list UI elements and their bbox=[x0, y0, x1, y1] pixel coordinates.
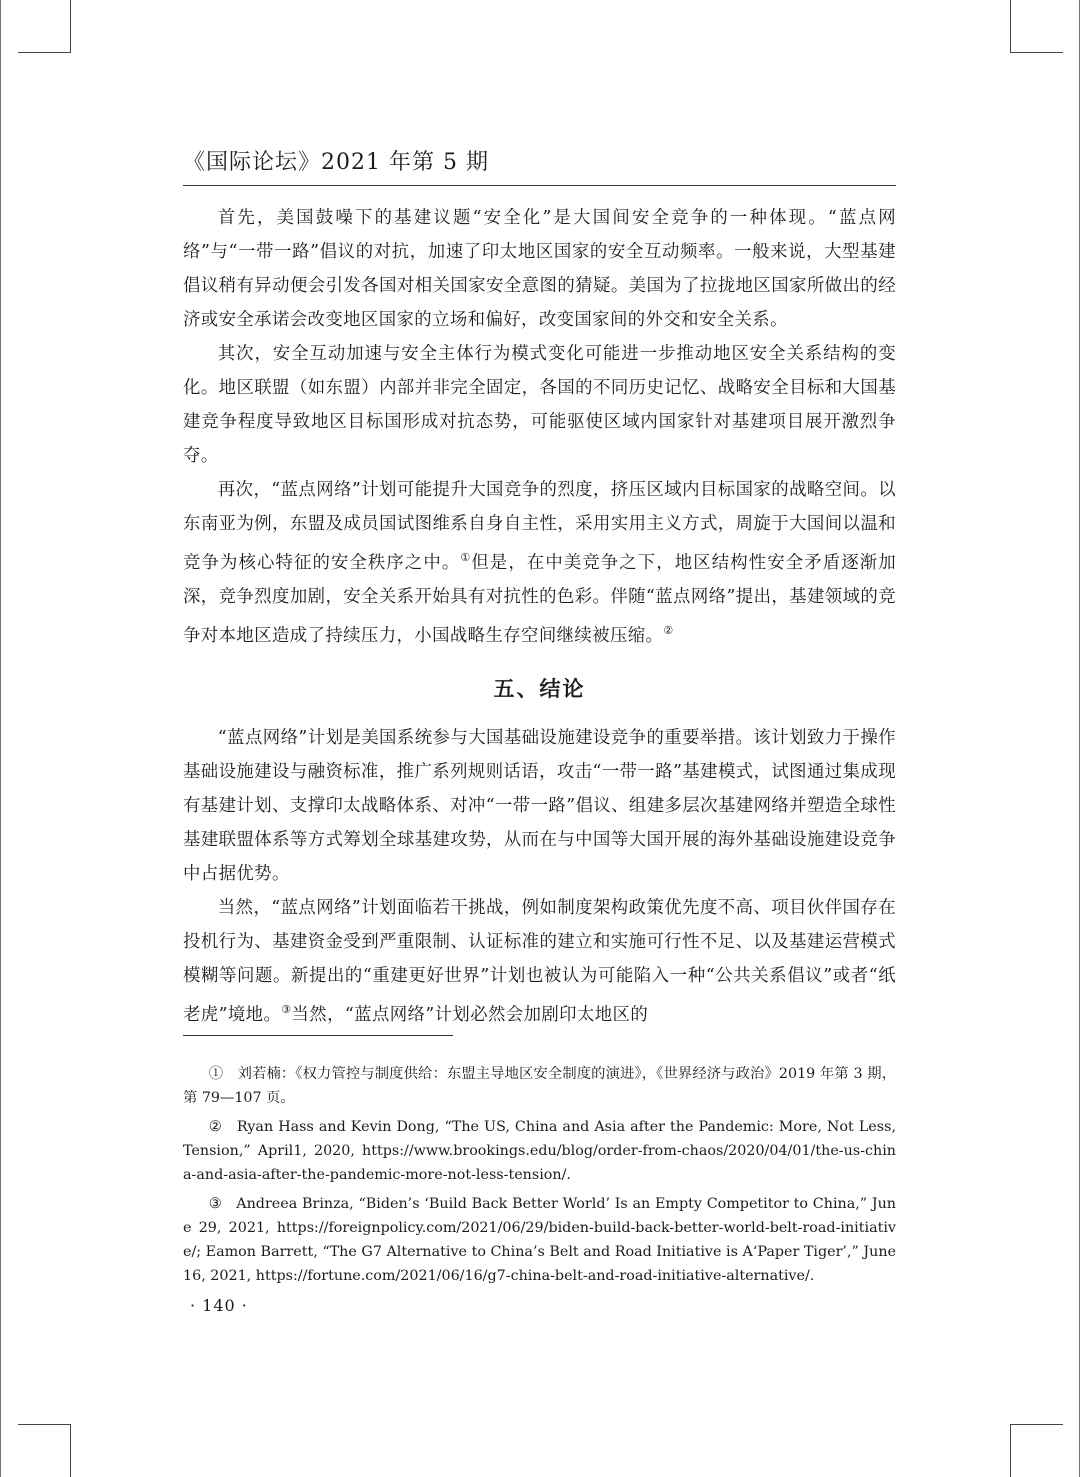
paragraph-text: 再次，“蓝点网络”计划可能提升大国竞争的烈度，挤压区域内目标国家的战略空间。以东南亚为例，东盟及成员国试图维系自身自主性，采用实用主义方式，周旋于大国间以温和竞争为核心特征的安全秩序之中。 bbox=[183, 480, 896, 573]
crop-mark bbox=[18, 52, 71, 53]
body-text-top bbox=[183, 201, 896, 653]
footnotes bbox=[183, 1062, 896, 1293]
section-heading: 五、结论 bbox=[493, 676, 586, 701]
footnote-marker[interactable]: ② bbox=[663, 624, 674, 637]
page-number: · 140 · bbox=[190, 1296, 248, 1315]
paragraph-text: 但是，在中美竞争之下，地区结构性安全矛盾逐渐加深，竞争烈度加剧，安全关系开始具有对抗性的色彩。伴随“蓝点网络”提出，基建领域的竞争对本地区造成了持续压力，小国战略生存空间继续被压缩。 bbox=[183, 553, 896, 646]
footnote-rule bbox=[183, 1035, 453, 1036]
footnote: ② Ryan Hass and Kevin Dong, “The US, China and Asia after the Pandemic: More, Not Less, Tension,” April1, 2020, https://www.brookings.edu/blog/order-from-chaos/2020/04/01/the-us-china-and-asia-after-the-pandemic-more-not-less-tension/. bbox=[183, 1119, 896, 1183]
running-header: 《国际论坛》2021 年第 5 期 bbox=[183, 150, 489, 175]
crop-mark bbox=[18, 1424, 71, 1425]
paragraph: 首先，美国鼓噪下的基建议题“安全化”是大国间安全竞争的一种体现。“蓝点网络”与“一带一路”倡议的对抗，加速了印太地区国家的安全互动频率。一般来说，大型基建倡议稍有异动便会引发各国对相关国家安全意图的猜疑。美国为了拉拢地区国家所做出的经济或安全承诺会改变地区国家的立场和偏好，改变国家间的外交和安全关系。 bbox=[183, 208, 896, 330]
footnote-marker[interactable]: ③ bbox=[281, 1003, 292, 1016]
paragraph-text: 当然，“蓝点网络”计划面临若干挑战，例如制度架构政策优先度不高、项目伙伴国存在投机行为、基建资金受到严重限制、认证标准的建立和实施可行性不足、以及基建运营模式模糊等问题。新提出的“重建更好世界”计划也被认为可能陷入一种“公共关系倡议”或者“纸老虎”境地。 bbox=[183, 898, 896, 1025]
footnote-marker[interactable]: ① bbox=[460, 551, 472, 564]
paragraph: 其次，安全互动加速与安全主体行为模式变化可能进一步推动地区安全关系结构的变化。地区联盟（如东盟）内部并非完全固定，各国的不同历史记忆、战略安全目标和大国基建竞争程度导致地区目标国形成对抗态势，可能驱使区域内国家针对基建项目展开激烈争夺。 bbox=[183, 344, 896, 466]
paragraph-text: 当然，“蓝点网络”计划必然会加剧印太地区的 bbox=[291, 1005, 649, 1025]
paragraph: “蓝点网络”计划是美国系统参与大国基础设施建设竞争的重要举措。该计划致力于操作基础设施建设与融资标准，推广系列规则话语，攻击“一带一路”基建模式，试图通过集成现有基建计划、支撑印太战略体系、对冲“一带一路”倡议、组建多层次基建网络并塑造全球性基建联盟体系等方式筹划全球基建攻势，从而在与中国等大国开展的海外基础设施建设竞争中占据优势。 bbox=[183, 728, 896, 884]
crop-mark bbox=[1010, 1424, 1063, 1425]
paragraph bbox=[183, 473, 896, 653]
crop-mark bbox=[70, 1424, 71, 1477]
body-text-conclusion bbox=[183, 721, 896, 1032]
crop-mark bbox=[1010, 52, 1063, 53]
crop-mark bbox=[1010, 1424, 1011, 1477]
crop-mark bbox=[70, 0, 71, 52]
header-rule bbox=[183, 185, 896, 186]
page-edge-left bbox=[0, 0, 1, 1477]
footnote: ③ Andreea Brinza, “Biden’s ‘Build Back Better World’ Is an Empty Competitor to China,” June 29, 2021, https://foreignpolicy.com/2021/06/29/biden-build-back-better-world-belt-road-initiative/; Eamon Barrett, “The G7 Alternative to China’s Belt and Road Initiative is A‘Paper Tiger’,” June 16, 2021, https://fortune.com/2021/06/16/g7-china-belt-and-road-initiative-alternative/. bbox=[183, 1196, 896, 1284]
paragraph bbox=[183, 891, 896, 1032]
footnote: ① 刘若楠：《权力管控与制度供给：东盟主导地区安全制度的演进》，《世界经济与政治》2019 年第 3 期，第 79—107 页。 bbox=[183, 1066, 896, 1106]
crop-mark bbox=[1010, 0, 1011, 52]
